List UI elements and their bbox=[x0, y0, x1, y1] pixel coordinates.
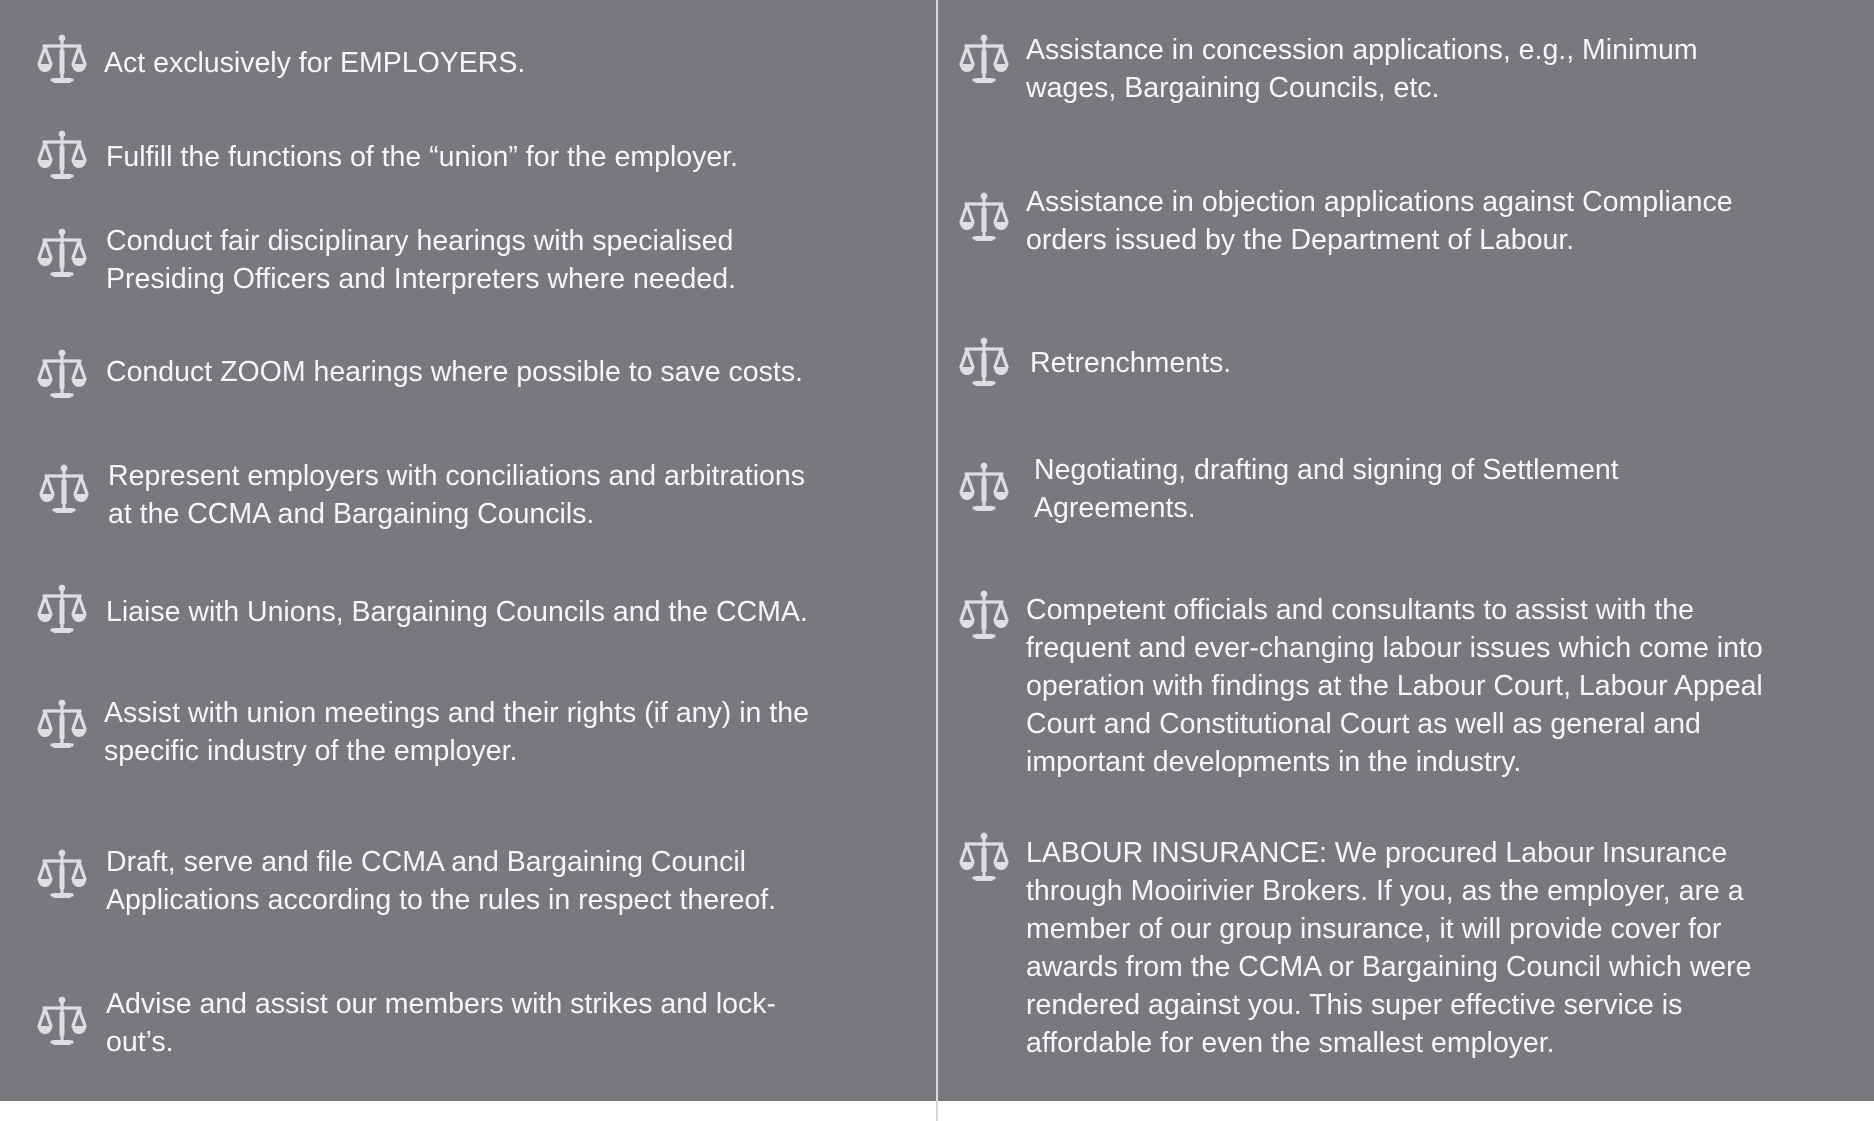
scales-of-justice-icon bbox=[38, 462, 90, 516]
text-line: member of our group insurance, it will provide cover for bbox=[1026, 913, 1722, 945]
scales-of-justice-icon bbox=[36, 582, 88, 636]
text-line: awards from the CCMA or Bargaining Council which were bbox=[1026, 951, 1752, 983]
right_column-item-text bbox=[1026, 834, 1751, 1062]
text-line: Applications according to the rules in respect thereof. bbox=[106, 884, 777, 916]
right_column-item-text bbox=[1026, 591, 1763, 781]
scales-of-justice-icon bbox=[958, 32, 1010, 86]
text-line: Represent employers with conciliations and arbitrations bbox=[108, 460, 806, 492]
scales-of-justice-icon bbox=[36, 226, 88, 280]
text-line: specific industry of the employer. bbox=[104, 735, 518, 767]
scales-of-justice-icon bbox=[958, 830, 1010, 884]
right_column-item-text bbox=[1026, 31, 1698, 107]
left_column-item-text bbox=[106, 843, 776, 919]
left_column-item-text bbox=[108, 457, 805, 533]
text-line: Presiding Officers and Interpreters where needed. bbox=[106, 263, 736, 295]
text-line: Competent officials and consultants to assist with the bbox=[1026, 594, 1694, 626]
right_column-item-text bbox=[1030, 344, 1231, 382]
left_column-item-text bbox=[106, 593, 808, 631]
text-line: Retrenchments. bbox=[1030, 347, 1232, 379]
scales-of-justice-icon bbox=[36, 847, 88, 901]
text-line: wages, Bargaining Councils, etc. bbox=[1026, 72, 1440, 104]
text-line: Advise and assist our members with strikes and lock- bbox=[106, 988, 777, 1020]
text-line: Act exclusively for EMPLOYERS. bbox=[104, 47, 526, 79]
text-line: Court and Constitutional Court as well as general and bbox=[1026, 708, 1701, 740]
text-line: at the CCMA and Bargaining Councils. bbox=[108, 498, 595, 530]
scales-of-justice-icon bbox=[36, 697, 88, 751]
left_column-item-text bbox=[104, 44, 525, 82]
text-line: Assist with union meetings and their rights (if any) in the bbox=[104, 697, 809, 729]
left_column-item-text bbox=[106, 985, 776, 1061]
text-line: rendered against you. This super effective service is bbox=[1026, 989, 1683, 1021]
right_column-item-text bbox=[1026, 183, 1733, 259]
text-line: Conduct ZOOM hearings where possible to save costs. bbox=[106, 356, 803, 388]
left_column-item-text bbox=[106, 353, 803, 391]
text-line: out’s. bbox=[106, 1026, 174, 1058]
text-line: Fulfill the functions of the “union” for the employer. bbox=[106, 141, 739, 173]
text-line: frequent and ever-changing labour issues which come into bbox=[1026, 632, 1763, 664]
text-line: LABOUR INSURANCE: We procured Labour Insurance bbox=[1026, 837, 1728, 869]
scales-of-justice-icon bbox=[36, 32, 88, 86]
text-line: Assistance in concession applications, e.g., Minimum bbox=[1026, 34, 1698, 66]
scales-of-justice-icon bbox=[958, 335, 1010, 389]
scales-of-justice-icon bbox=[36, 994, 88, 1048]
text-line: Liaise with Unions, Bargaining Councils and the CCMA. bbox=[106, 596, 808, 628]
scales-of-justice-icon bbox=[958, 190, 1010, 244]
text-line: important developments in the industry. bbox=[1026, 746, 1522, 778]
text-line: through Mooirivier Brokers. If you, as the employer, are a bbox=[1026, 875, 1744, 907]
text-line: Draft, serve and file CCMA and Bargaining Council bbox=[106, 846, 746, 878]
right_column-item-text bbox=[1034, 451, 1619, 527]
left_column-item-text bbox=[106, 222, 736, 298]
text-line: orders issued by the Department of Labour. bbox=[1026, 224, 1575, 256]
scales-of-justice-icon bbox=[36, 347, 88, 401]
scales-of-justice-icon bbox=[958, 460, 1010, 514]
text-line: Agreements. bbox=[1034, 492, 1196, 524]
text-line: Assistance in objection applications against Compliance bbox=[1026, 186, 1733, 218]
text-line: operation with findings at the Labour Court, Labour Appeal bbox=[1026, 670, 1763, 702]
scales-of-justice-icon bbox=[36, 128, 88, 182]
left_column-item-text bbox=[104, 694, 809, 770]
left_column-item-text bbox=[106, 138, 738, 176]
text-line: Negotiating, drafting and signing of Settlement bbox=[1034, 454, 1619, 486]
scales-of-justice-icon bbox=[958, 588, 1010, 642]
text-line: Conduct fair disciplinary hearings with specialised bbox=[106, 225, 734, 257]
text-line: affordable for even the smallest employer. bbox=[1026, 1027, 1555, 1059]
column-divider bbox=[936, 0, 938, 1121]
